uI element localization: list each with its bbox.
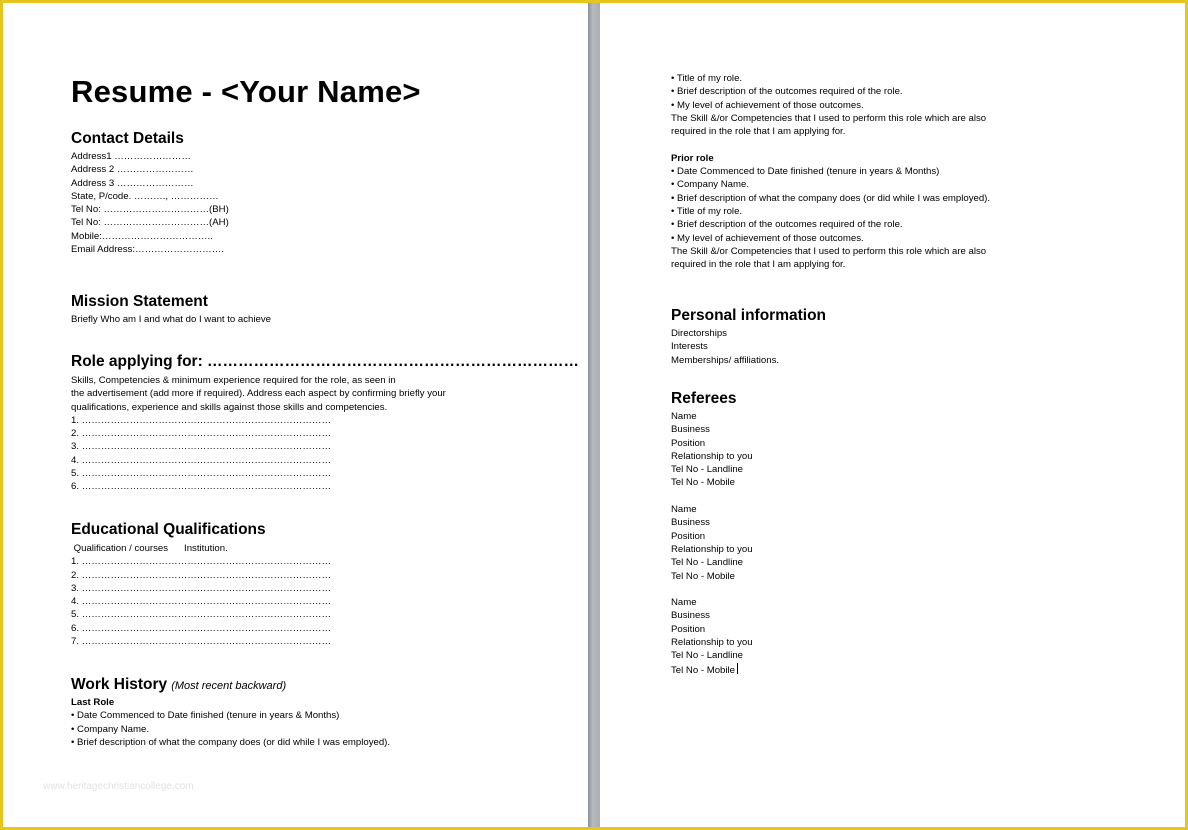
referee-field: Relationship to you [671, 637, 753, 649]
role-line: 4. …………………………………………………………………… [71, 454, 332, 466]
referee-field: Tel No - Landline [671, 650, 743, 662]
referee-field: Business [671, 610, 710, 622]
work-line: required in the role that I am applying for. [671, 126, 846, 138]
personal-information-heading: Personal information [671, 307, 827, 324]
education-line: 2. …………………………………………………………………… [71, 569, 332, 581]
personal-line: Interests [671, 341, 708, 353]
work-line: • My level of achievement of those outcomes. [671, 99, 864, 111]
referee-field: Name [671, 504, 697, 516]
education-line: 4. …………………………………………………………………… [71, 596, 332, 608]
contact-line: Mobile:…………………………….. [71, 230, 213, 242]
prior-role-line: The Skill &/or Competencies that I used to perform this role which are also [671, 245, 987, 257]
referees-heading: Referees [671, 390, 737, 407]
personal-line: Memberships/ affiliations. [671, 354, 780, 366]
referee-field: Tel No - Landline [671, 464, 743, 476]
education-line: 1. …………………………………………………………………… [71, 556, 332, 568]
contact-details-block [71, 150, 229, 256]
spacer [671, 138, 990, 151]
referee-field: Relationship to you [671, 543, 753, 555]
resume-title: Resume - <Your Name> [71, 74, 421, 109]
referee-field: Relationship to you [671, 450, 753, 462]
spacer [671, 583, 753, 596]
work-line: • Company Name. [71, 723, 150, 735]
contact-line: State, P/code. ………., …………… [71, 190, 219, 202]
contact-line: Address 3 …………………… [71, 177, 194, 189]
personal-line: Directorships [671, 328, 727, 339]
work-history-heading [71, 676, 286, 694]
referee-field: Position [671, 437, 706, 449]
education-line: 6. …………………………………………………………………… [71, 622, 332, 634]
contact-line: Address1 …………………… [71, 151, 191, 162]
work-line: • Brief description of the outcomes required of the role. [671, 86, 903, 98]
education-line: 5. …………………………………………………………………… [71, 609, 332, 621]
text-cursor [737, 663, 739, 674]
document-page-1[interactable] [3, 3, 588, 827]
role-line: 3. …………………………………………………………………… [71, 441, 332, 453]
referee-field: Position [671, 530, 706, 542]
referee-field: Tel No - Landline [671, 557, 743, 569]
contact-line: Email Address:………………………. [71, 244, 224, 256]
work-history-note: (Most recent backward) [171, 680, 287, 692]
prior-role-line: • My level of achievement of those outcomes. [671, 232, 864, 244]
referee-field: Tel No - Mobile [671, 477, 735, 489]
prior-role-line: • Brief description of what the company does (or did while I was employed). [671, 192, 991, 204]
role-line: 6. …………………………………………………………………… [71, 481, 332, 493]
role-line: Skills, Competencies & minimum experience required for the role, as seen in [71, 375, 396, 386]
contact-line: Tel No: ……………………………(BH) [71, 204, 229, 216]
role-line: 2. …………………………………………………………………… [71, 428, 332, 440]
page-gutter [588, 3, 600, 827]
role-line: 1. …………………………………………………………………… [71, 414, 332, 426]
spacer [671, 490, 753, 503]
role-applying-block [71, 374, 446, 494]
referee-field: Name [671, 411, 697, 422]
prior-role-line: • Date Commenced to Date finished (tenure in years & Months) [671, 166, 940, 178]
referee-last-line [671, 663, 753, 676]
mission-line: Briefly Who am I and what do I want to achieve [71, 314, 271, 325]
referee-field: Business [671, 424, 710, 436]
document-page-2[interactable] [600, 3, 1185, 827]
prior-role-line: • Brief description of the outcomes required of the role. [671, 219, 903, 231]
contact-line: Tel No: ……………………………(AH) [71, 217, 229, 229]
work-line: • Title of my role. [671, 73, 743, 84]
document-frame [3, 3, 1185, 827]
prior-role-line: • Title of my role. [671, 205, 743, 217]
work-line: • Date Commenced to Date finished (tenure in years & Months) [71, 710, 340, 722]
referee-field: Tel No - Mobile [671, 664, 735, 676]
education-line: 7. …………………………………………………………………… [71, 636, 332, 648]
mission-statement-heading: Mission Statement [71, 293, 208, 310]
prior-role-line: required in the role that I am applying for. [671, 259, 846, 271]
referee-field: Name [671, 597, 697, 609]
role-applying-heading: Role applying for: ……………………………………………………………… [71, 353, 580, 370]
contact-details-heading: Contact Details [71, 130, 184, 147]
educational-qualifications-heading: Educational Qualifications [71, 521, 266, 538]
referees-block [671, 410, 753, 676]
last-role-subheading: Last Role [71, 697, 115, 708]
contact-line: Address 2 …………………… [71, 164, 194, 176]
role-line: the advertisement (add more if required). Address each aspect by confirming briefly your [71, 388, 446, 400]
work-history-continued-block [671, 72, 990, 271]
role-line: 5. …………………………………………………………………… [71, 468, 332, 480]
work-line: The Skill &/or Competencies that I used to perform this role which are also [671, 112, 987, 124]
referee-field: Position [671, 623, 706, 635]
education-line: 3. …………………………………………………………………… [71, 582, 332, 594]
watermark: www.heritagechristiancollege.com [43, 781, 194, 792]
referee-field: Business [671, 517, 710, 529]
role-line: qualifications, experience and skills against those skills and competencies. [71, 401, 388, 413]
prior-role-subheading: Prior role [671, 152, 714, 164]
work-history-block [71, 696, 390, 749]
mission-statement-block [71, 313, 271, 326]
prior-role-line: • Company Name. [671, 179, 750, 191]
personal-information-block [671, 327, 779, 367]
referee-field: Tel No - Mobile [671, 570, 735, 582]
work-history-title: Work History [71, 676, 168, 693]
work-line: • Brief description of what the company does (or did while I was employed). [71, 736, 391, 748]
education-line: Qualification / courses Institution. [71, 543, 228, 554]
educational-qualifications-block [71, 542, 331, 648]
